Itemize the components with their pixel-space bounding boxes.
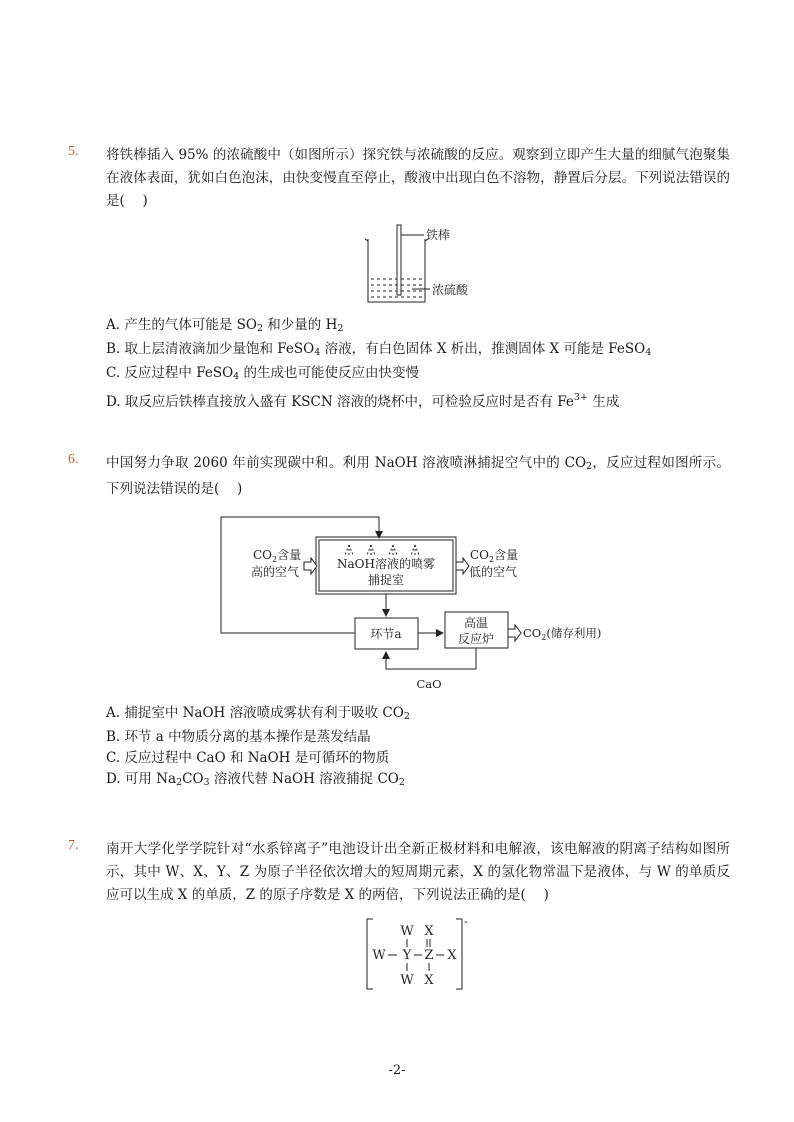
- option-c[interactable]: C. 反应过程中 CaO 和 NaOH 是可循环的物质: [106, 750, 390, 766]
- outlet-arrow: [456, 558, 469, 574]
- charge-label: -: [464, 915, 468, 928]
- chamber-label-1: NaOH溶液的喷雾: [337, 557, 435, 571]
- right-bracket: [456, 919, 462, 989]
- inlet-air-label-2: 高的空气: [251, 565, 300, 579]
- atom-w-left: W: [372, 948, 386, 963]
- option-d[interactable]: D. 可用 $Na_2CO_3$ 溶液代替 NaOH 溶液捕捉 $CO_2$: [106, 771, 405, 788]
- furnace-label-1: 高温: [463, 616, 489, 630]
- cao-return-line: [386, 648, 476, 669]
- outlet-air-label-1: $CO_2$含量: [470, 548, 519, 564]
- atom-w-top: W: [400, 924, 414, 939]
- options: [106, 703, 730, 793]
- anion-structure: [68, 913, 730, 995]
- atom-x-right: X: [447, 948, 457, 963]
- question-number: 6.: [68, 452, 79, 467]
- question-stem: 南开大学化学学院针对“水系锌离子”电池设计出全新正极材料和电解液，该电解液的阴离子结构如图所示，其中 W、X、Y、Z 为原子半径依次增大的短周期元素，X 的氢化物常温下是液体，与 W 的单质反应可以生成 X 的单质，Z 的原子序数是 X 的两倍，下列说法正确的是( ): [106, 841, 730, 903]
- option-c[interactable]: C. 反应过程中 FeSO$_4$ 的生成也可能使反应由快变慢: [106, 365, 419, 382]
- iron-rod: [397, 225, 401, 295]
- atom-x-bottom: X: [424, 973, 434, 988]
- product-arrow: [508, 625, 521, 641]
- rod-label: 铁棒: [426, 228, 451, 242]
- chamber-label-2: 捕捉室: [367, 573, 405, 587]
- cao-label: CaO: [416, 677, 442, 691]
- options: [106, 315, 730, 413]
- furnace-label-2: 反应炉: [457, 632, 495, 646]
- question-stem: 将铁棒插入 95% 的浓硫酸中（如图所示）探究铁与浓硫酸的反应。观察到立即产生大量的细腻气泡聚集在液体表面，犹如白色泡沫，由快变慢直至停止，酸液中出现白色不溶物，静置后分层。下列说法错误的是( ): [106, 147, 730, 209]
- option-b[interactable]: B. 环节 a 中物质分离的基本操作是蒸发结晶: [106, 729, 371, 745]
- question-7: [68, 838, 730, 995]
- inlet-air-label-1: $CO_2$含量: [253, 548, 302, 564]
- question-5: [68, 144, 730, 413]
- option-b[interactable]: B. 取上层清液滴加少量饱和 FeSO$_4$ 溶液，有白色固体 X 析出，推测固体 X 可能是 FeSO$_4$: [106, 341, 652, 358]
- co2-capture-diagram: [68, 507, 730, 693]
- question-stem: 中国努力争取 2060 年前实现碳中和。利用 NaOH 溶液喷淋捕捉空气中的 $CO_2$，反应过程如图所示。下列说法错误的是( ): [106, 455, 730, 497]
- option-d[interactable]: D. 取反应后铁棒直接放入盛有 KSCN 溶液的烧杯中，可检验反应时是否有 $Fe^{3+}$ 生成: [106, 392, 620, 410]
- page-number: -2-: [388, 1063, 406, 1078]
- step-a-label: 环节a: [370, 627, 402, 641]
- question-6: [68, 452, 730, 793]
- acid-label: 浓硫酸: [432, 283, 469, 297]
- option-a[interactable]: A. 捕捉室中 NaOH 溶液喷成雾状有利于吸收 $CO_2$: [106, 705, 410, 722]
- question-number: 7.: [68, 838, 79, 853]
- atom-x-top: X: [424, 924, 434, 939]
- beaker-figure: [68, 219, 730, 307]
- option-a[interactable]: A. 产生的气体可能是 $SO_2$ 和少量的 $H_2$: [106, 317, 344, 334]
- question-number: 5.: [68, 144, 79, 159]
- product-label: $CO_2$(储存利用): [523, 626, 602, 642]
- inlet-arrow: [304, 558, 317, 574]
- outlet-air-label-2: 低的空气: [469, 565, 518, 579]
- atom-y: Y: [402, 948, 412, 963]
- atom-z: Z: [424, 948, 434, 963]
- atom-w-bottom: W: [400, 973, 414, 988]
